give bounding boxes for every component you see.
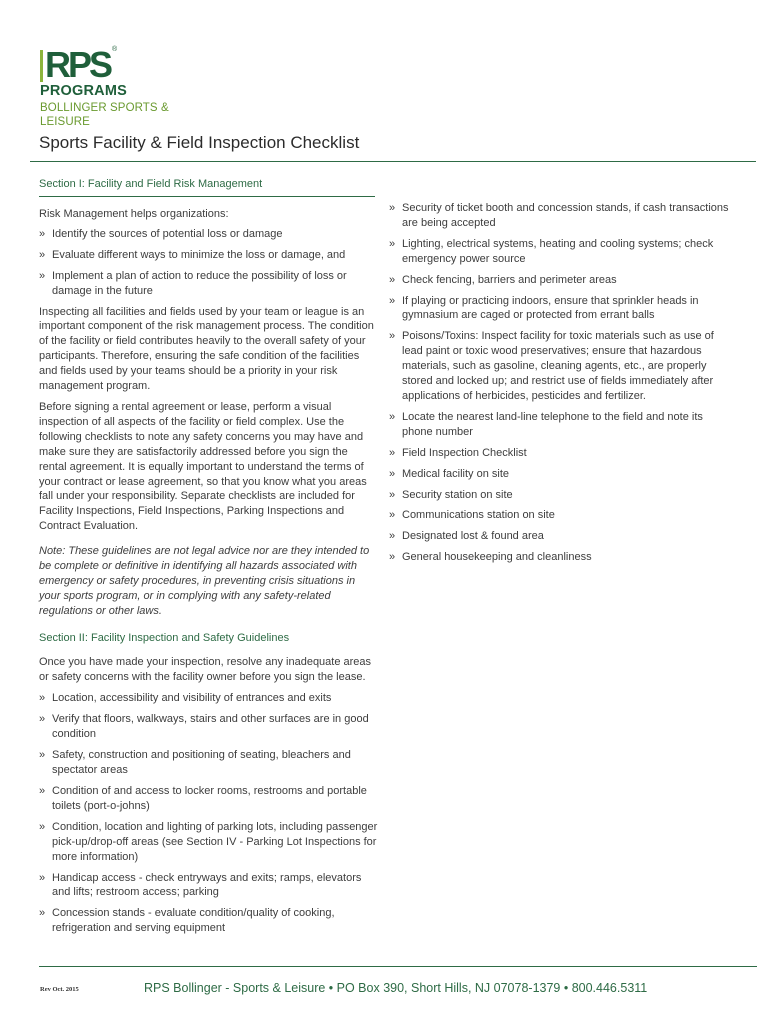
section-2-heading: Section II: Facility Inspection and Safety Guidelines [39,631,290,644]
list-item: » General housekeeping and cleanliness [389,550,735,565]
list-item: » Poisons/Toxins: Inspect facility for toxic materials such as use of lead paint or toxic wood preservatives; ensure that hazardous materials, such as gasoline, cleaning agents, etc., are properly stored and locked up; and restrict use of fields immediately after applications of herbicides, pesticides and fertilizer. [389,329,735,404]
list-item: » Check fencing, barriers and perimeter areas [389,273,735,288]
list-item: » Security station on site [389,488,735,503]
list-item: » Safety, construction and positioning of seating, bleachers and spectator areas [39,748,378,778]
list-item: » Designated lost & found area [389,529,735,544]
list-item: » Medical facility on site [389,467,735,482]
logo-subtitle: BOLLINGER SPORTS & LEISURE [40,102,169,128]
list-item: » If playing or practicing indoors, ensure that sprinkler heads in gymnasium are caged or protected from errant balls [389,294,735,324]
logo-accent-bar [40,50,43,82]
list-item: » Locate the nearest land-line telephone to the field and note its phone number [389,410,735,440]
list-item: » Verify that floors, walkways, stairs and other surfaces are in good condition [39,712,378,742]
list-item: » Lighting, electrical systems, heating and cooling systems; check emergency power source [389,237,735,267]
section-1-heading: Section I: Facility and Field Risk Management [39,177,375,197]
list-item: » Implement a plan of action to reduce the possibility of loss or damage in the future [39,269,378,299]
list-item: » Security of ticket booth and concession stands, if cash transactions are being accepted [389,201,735,231]
section-1-paragraph-2: Before signing a rental agreement or lease, perform a visual inspection of all aspects of the facility or field complex. Use the following checklists to note any safety concerns you may have and make sure they are satisfactorily addressed before you sign the rental agreement. It is equally important to understand the terms of your contract or lease agreement, so that you know what you areas fall under your responsibility. Separate checklists are included for Facility Inspections, Field Inspections, Parking Inspections and Contract Evaluation. [39,400,367,533]
list-item: » Condition, location and lighting of parking lots, including passenger pick-up/drop-off areas (see Section IV - Parking Lot Inspections for more information) [39,820,378,865]
document-title: Sports Facility & Field Inspection Checklist [39,133,360,152]
logo-letters: RPS [45,44,111,85]
logo-programs-text: PROGRAMS [40,83,127,99]
section-1-paragraph-1: Inspecting all facilities and fields used by your team or league is an important component of the risk management process. The condition of the facility or field contributes heavily to the overall safety of your participants. Therefore, ensuring the safe condition of the facilities and fields used by your teams should be a priority in your risk management program. [39,305,374,393]
list-item: » Communications station on site [389,508,735,523]
left-column [39,177,378,942]
title-divider [30,161,756,162]
revision-date: Rev Oct. 2015 [40,986,79,993]
section-1-intro: Risk Management helps organizations: [39,208,229,220]
list-item: » Evaluate different ways to minimize the loss or damage, and [39,248,378,263]
rps-programs-logo [40,44,200,129]
list-item: » Location, accessibility and visibility of entrances and exits [39,691,378,706]
list-item: » Handicap access - check entryways and exits; ramps, elevators and lifts; restroom access; parking [39,871,378,901]
risk-management-list [39,227,378,299]
facility-inspection-list-continued [389,201,735,565]
list-item: » Field Inspection Checklist [389,446,735,461]
footer-contact: RPS Bollinger - Sports & Leisure • PO Box 390, Short Hills, NJ 07078-1379 • 800.446.5311 [144,981,648,995]
right-column [389,201,735,571]
footer-divider [39,966,757,967]
facility-inspection-list [39,691,378,936]
logo-registered-mark: ® [112,46,118,53]
section-2-intro: Once you have made your inspection, resolve any inadequate areas or safety concerns with the facility owner before you sign the lease. [39,655,372,683]
list-item: » Identify the sources of potential loss or damage [39,227,378,242]
legal-note: Note: These guidelines are not legal advice nor are they intended to be complete or definitive in identifying all hazards associated with emergency or safety procedures, in preventing crisis situations in your sports program, or in complying with any safety-related regulations or other laws. [39,545,370,617]
rps-logo-mark [40,44,200,85]
list-item: » Condition of and access to locker rooms, restrooms and portable toilets (port-o-johns) [39,784,378,814]
list-item: » Concession stands - evaluate condition/quality of cooking, refrigeration and serving equipment [39,906,378,936]
